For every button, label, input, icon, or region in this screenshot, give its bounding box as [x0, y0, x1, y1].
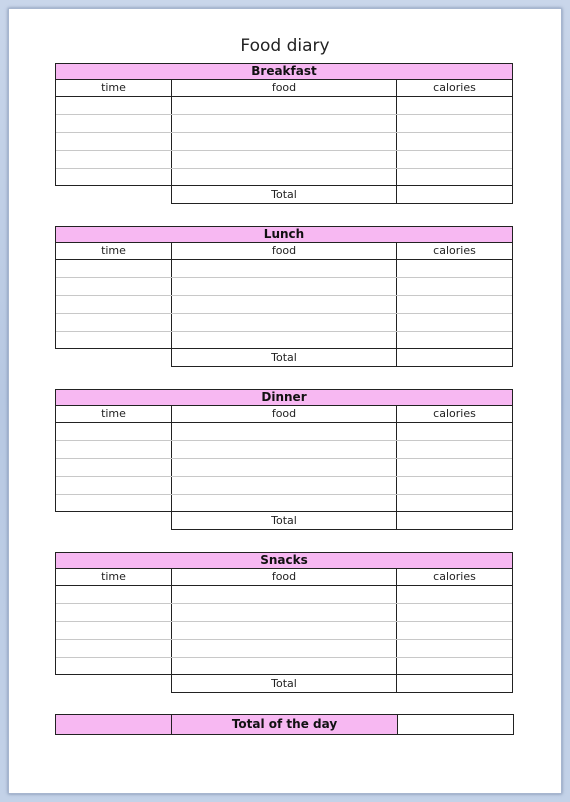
total-row	[171, 512, 513, 530]
column-divider	[171, 97, 172, 185]
meal-table	[55, 243, 513, 349]
document-title: Food diary	[240, 36, 330, 56]
day-total-spacer	[56, 715, 172, 734]
row-divider	[56, 150, 512, 151]
meal-table	[55, 569, 513, 675]
column-header-food: food	[172, 569, 397, 585]
meal-header: Dinner	[55, 389, 513, 406]
column-divider	[396, 586, 397, 674]
total-label: Total	[172, 512, 397, 529]
column-header-food: food	[172, 406, 397, 422]
column-header-calories: calories	[433, 244, 476, 257]
column-divider	[396, 97, 397, 185]
column-header-time: time	[56, 243, 172, 259]
column-divider	[171, 260, 172, 348]
column-header-time: time	[56, 80, 172, 96]
column-divider	[396, 260, 397, 348]
column-header-time: time	[56, 569, 172, 585]
column-header-row	[56, 80, 512, 97]
row-divider	[56, 114, 512, 115]
row-divider	[56, 603, 512, 604]
column-header-time: time	[56, 406, 172, 422]
meal-table	[55, 406, 513, 512]
column-header-row	[56, 569, 512, 586]
column-divider	[171, 586, 172, 674]
column-header-food: food	[172, 243, 397, 259]
meal-table	[55, 80, 513, 186]
total-label: Total	[172, 349, 397, 366]
row-divider	[56, 440, 512, 441]
total-label: Total	[172, 186, 397, 203]
row-divider	[56, 657, 512, 658]
meal-section-dinner	[55, 389, 513, 530]
entry-rows	[56, 586, 512, 674]
row-divider	[56, 313, 512, 314]
row-divider	[56, 331, 512, 332]
meal-header: Lunch	[55, 226, 513, 243]
row-divider	[56, 168, 512, 169]
total-row	[171, 349, 513, 367]
column-header-row	[56, 406, 512, 423]
total-row	[171, 186, 513, 204]
meal-section-lunch	[55, 226, 513, 367]
column-divider	[396, 423, 397, 511]
row-divider	[56, 476, 512, 477]
total-value-cell[interactable]	[397, 512, 512, 529]
column-header-calories: calories	[433, 570, 476, 583]
day-total-label: Total of the day	[172, 715, 398, 734]
column-header-calories: calories	[433, 81, 476, 94]
row-divider	[56, 277, 512, 278]
column-header-calories: calories	[433, 407, 476, 420]
day-total-row	[55, 714, 514, 735]
column-divider	[171, 423, 172, 511]
row-divider	[56, 639, 512, 640]
total-label: Total	[172, 675, 397, 692]
row-divider	[56, 295, 512, 296]
row-divider	[56, 458, 512, 459]
meal-header: Snacks	[55, 552, 513, 569]
entry-rows	[56, 423, 512, 511]
total-value-cell[interactable]	[397, 186, 512, 203]
total-row	[171, 675, 513, 693]
column-header-food: food	[172, 80, 397, 96]
entry-rows	[56, 97, 512, 185]
meal-header: Breakfast	[55, 63, 513, 80]
row-divider	[56, 132, 512, 133]
column-header-row	[56, 243, 512, 260]
total-value-cell[interactable]	[397, 675, 512, 692]
row-divider	[56, 494, 512, 495]
meal-section-snacks	[55, 552, 513, 693]
row-divider	[56, 621, 512, 622]
day-total-value-cell[interactable]	[398, 715, 513, 734]
total-value-cell[interactable]	[397, 349, 512, 366]
entry-rows	[56, 260, 512, 348]
meal-section-breakfast	[55, 63, 513, 204]
